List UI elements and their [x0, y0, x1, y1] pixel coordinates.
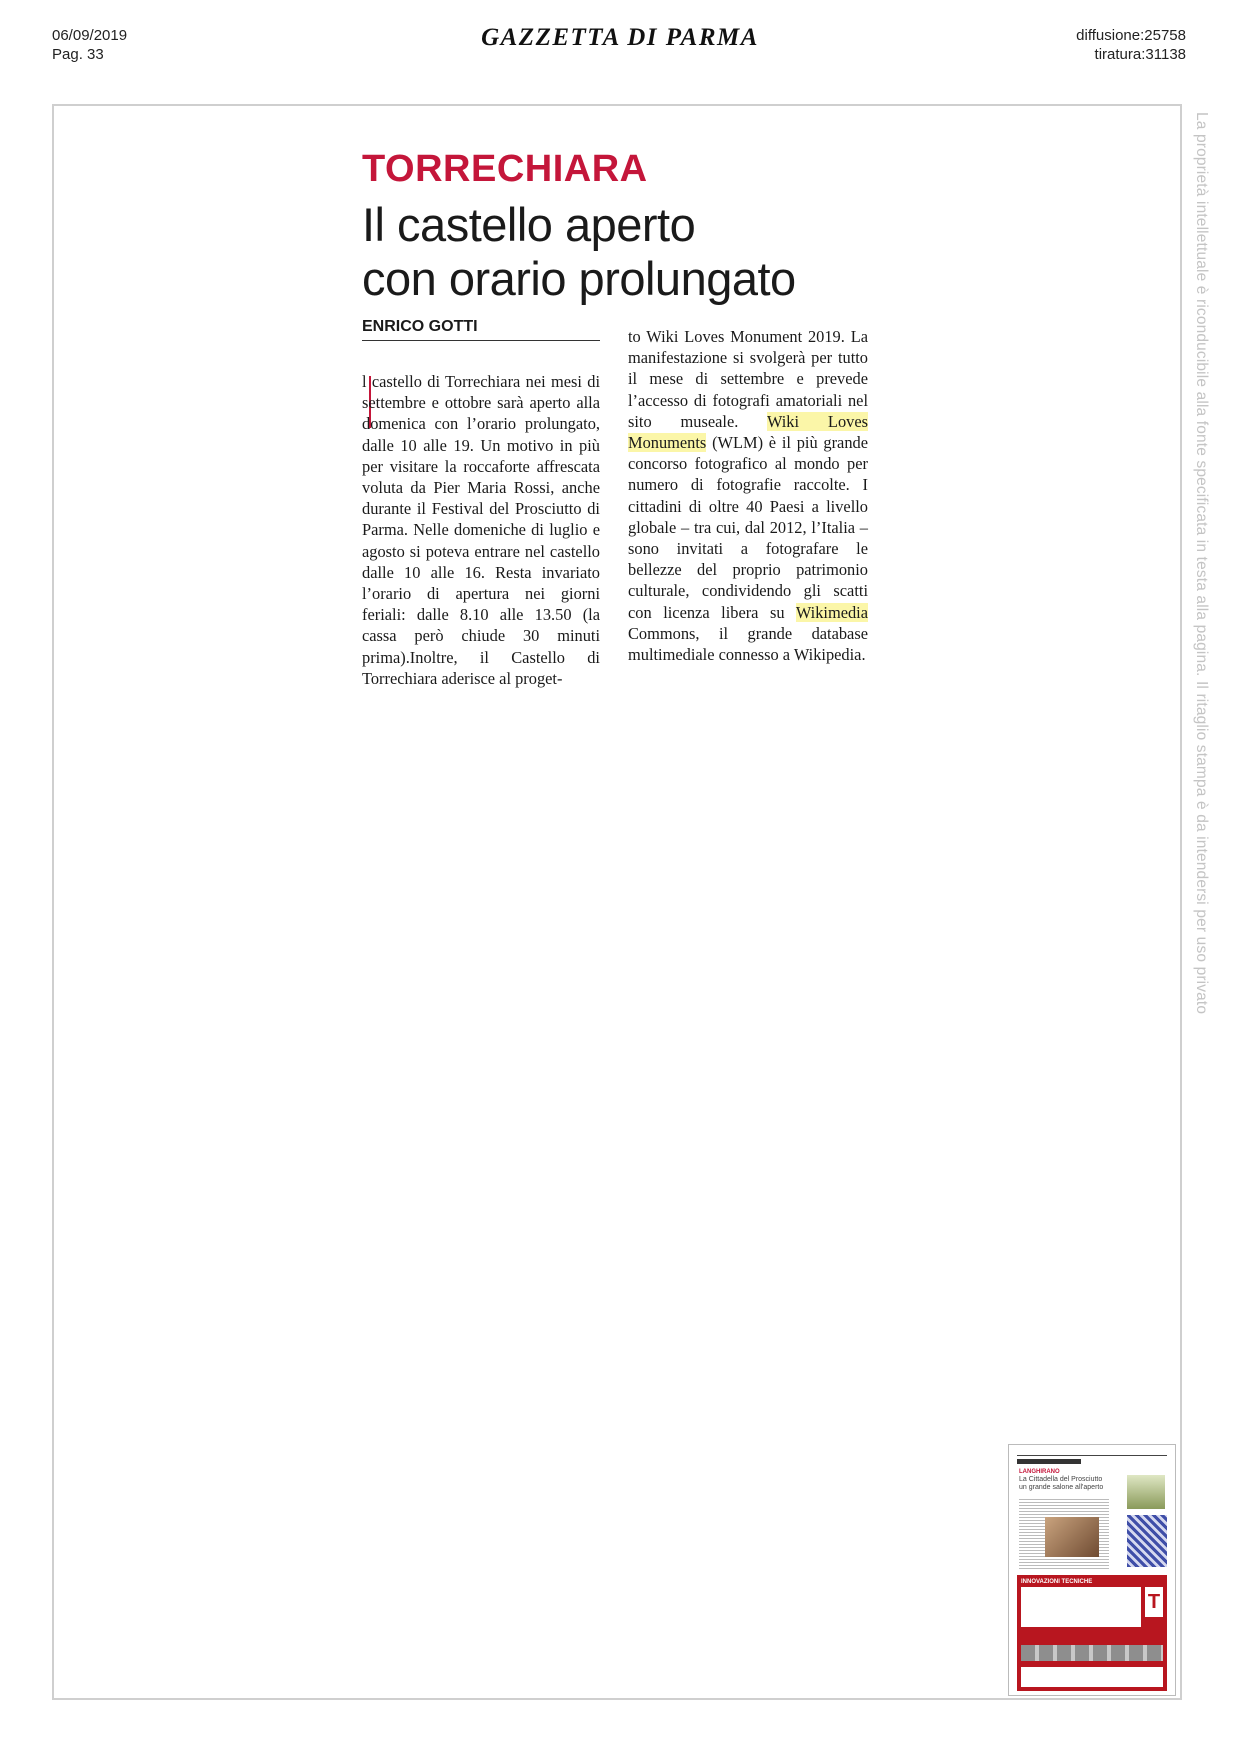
- thumbnail-kicker: LANGHIRANO: [1019, 1469, 1060, 1475]
- header-right: [1076, 26, 1186, 64]
- masthead: GAZZETTA DI PARMA: [481, 24, 759, 51]
- thumbnail-castle-photo: [1127, 1475, 1165, 1509]
- article-column-2: [628, 326, 868, 665]
- thumbnail-advert-footer: [1021, 1667, 1163, 1687]
- highlight-wiki-loves-monuments: Wiki Loves Monuments: [628, 411, 868, 453]
- column-2-text-a: to Wiki Loves Monument 2019. La manifestazione si svolgerà per tutto il mese di settembre e prevede l’accesso di fotografi amatoriali nel sito museale.: [628, 327, 868, 431]
- article-kicker: TORRECHIARA: [362, 148, 648, 190]
- column-2-text-b: (WLM) è il più grande concorso fotografico al mondo per numero di fotografie raccolte. I cittadini di oltre 40 Paesi a livello globale – tra cui, dal 2012, l’Italia – sono invitati a fotografare le bellezze del proprio patrimonio culturale, condividendo gli scatti con licenza libera su: [628, 433, 868, 622]
- article-column-1: l castello di Torrechiara nei mesi di settembre e ottobre sarà aperto alla domenica con l’orario prolungato, dalle 10 alle 19. Un motivo in più per visitare la roccaforte affrescata voluta da Pier Maria Rossi, anche durante il Festival del Prosciutto di Parma. Nelle domeniche di luglio e agosto si poteva entrare nel castello dalle 10 alle 16. Resta invariato l’orario di apertura nei giorni feriali: dalle 8.10 alle 13.50 (la cassa però chiude 30 minuti prima).Inoltre, il Castello di Torrechiara aderisce al proget-: [362, 372, 600, 688]
- issue-date: 06/09/2019: [52, 27, 128, 44]
- headline-line-2: con orario prolungato: [362, 252, 796, 305]
- thumbnail-advert-title: INNOVAZIONI TECNICHE: [1021, 1579, 1093, 1585]
- article-headline: [362, 198, 922, 306]
- page-thumbnail: [1008, 1444, 1176, 1696]
- thumbnail-advert-logo: T: [1145, 1587, 1163, 1617]
- highlight-wikimedia: Wikimedia: [795, 602, 868, 622]
- thumbnail-advert-text: [1021, 1587, 1141, 1627]
- thumbnail-headline-2: un grande salone all'aperto: [1019, 1484, 1104, 1491]
- diffusione-stat: diffusione:25758: [1076, 27, 1186, 44]
- thumbnail-pattern-image: [1127, 1515, 1167, 1567]
- copyright-text: La proprietà intellettuale è riconducibile alla fonte specificata in testa alla pagina. Il ritaglio stampa è da intendersi per uso privato: [1193, 112, 1210, 1015]
- headline-line-1: Il castello aperto: [362, 198, 696, 251]
- thumbnail-section-bar: [1017, 1459, 1081, 1464]
- thumbnail-photo-strip: [1021, 1645, 1163, 1661]
- page-number: Pag. 33: [52, 46, 104, 63]
- thumbnail-ham-photo: [1045, 1517, 1099, 1557]
- thumbnail-top-rule: [1017, 1451, 1167, 1456]
- tiratura-stat: tiratura:31138: [1094, 46, 1186, 63]
- column-2-text-c: Commons, il grande database multimediale connesso a Wikipedia.: [628, 623, 868, 665]
- thumbnail-headline-1: La Cittadella del Prosciutto: [1019, 1476, 1103, 1483]
- copyright-note: [1188, 112, 1216, 1112]
- article-byline: ENRICO GOTTI: [362, 318, 600, 341]
